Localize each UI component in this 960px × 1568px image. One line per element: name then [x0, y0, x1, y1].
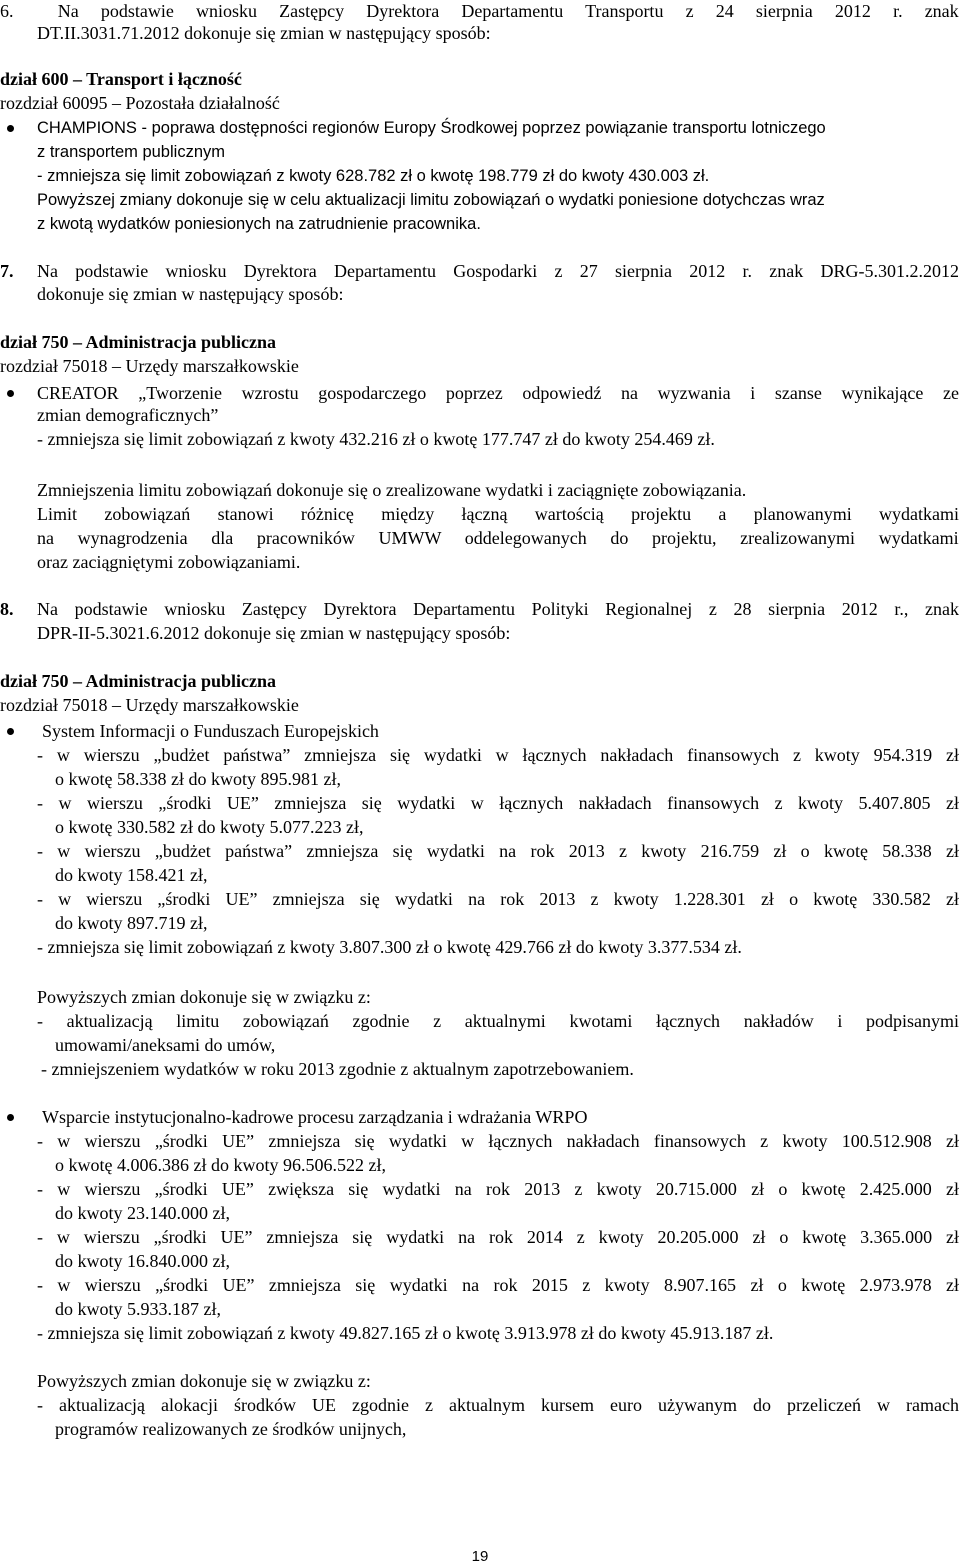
- bullet-icon: [7, 1114, 14, 1121]
- bullet-item-line: Wsparcie instytucjonalno-kadrowe procesu zarządzania i wdrażania WRPO: [42, 1107, 588, 1127]
- text-line: - zmniejsza się limit zobowiązań z kwoty 49.827.165 zł o kwotę 3.913.978 zł do kwoty 45.913.187 zł.: [37, 1323, 774, 1343]
- text-line: do kwoty 897.719 zł,: [55, 913, 208, 933]
- text-line: dział 750 – Administracja publiczna: [0, 332, 277, 352]
- text-line: - w wierszu „środki UE” zmniejsza się wydatki w łącznych nakładach finansowych z kwoty 5.407.805 zł: [37, 793, 959, 813]
- text-line: do kwoty 23.140.000 zł,: [55, 1203, 230, 1223]
- text-line: - w wierszu „środki UE” zmniejsza się wydatki na rok 2014 z kwoty 20.205.000 zł o kwotę 3.365.000 zł: [37, 1227, 959, 1247]
- text-line: 8.: [0, 599, 14, 619]
- text-line: zmian demograficznych”: [37, 405, 219, 425]
- text-line: - aktualizacją limitu zobowiązań zgodnie z aktualnymi kwotami łącznych nakładów i podpisanymi: [37, 1011, 959, 1031]
- text-line: Limit zobowiązań stanowi różnicę między łączną wartością projektu a planowanymi wydatkami: [37, 504, 959, 524]
- text-line: do kwoty 16.840.000 zł,: [55, 1251, 230, 1271]
- text-line: DT.II.3031.71.2012 dokonuje się zmian w następujący sposób:: [37, 23, 491, 43]
- text-line: z kwotą wydatków poniesionych na zatrudnienie pracownika.: [37, 215, 481, 233]
- text-line: Zmniejszenia limitu zobowiązań dokonuje się o zrealizowane wydatki i zaciągnięte zobowiązania.: [37, 480, 747, 500]
- text-line: - zmniejsza się limit zobowiązań z kwoty 3.807.300 zł o kwotę 429.766 zł do kwoty 3.377.534 zł.: [37, 937, 742, 957]
- text-line: - zmniejszeniem wydatków w roku 2013 zgodnie z aktualnym zapotrzebowaniem.: [41, 1059, 634, 1079]
- bullet-icon: [7, 390, 14, 397]
- text-line: rozdział 60095 – Pozostała działalność: [0, 93, 280, 113]
- text-line: Powyższych zmian dokonuje się w związku z:: [37, 987, 371, 1007]
- bullet-icon: [7, 728, 14, 735]
- text-line: DPR-II-5.3021.6.2012 dokonuje się zmian w następujący sposób:: [37, 623, 511, 643]
- text-line: Powyższej zmiany dokonuje się w celu aktualizacji limitu zobowiązań o wydatki poniesione dotychczas wraz: [37, 191, 825, 209]
- text-line: - zmniejsza się limit zobowiązań z kwoty 628.782 zł o kwotę 198.779 zł do kwoty 430.003 zł.: [37, 167, 710, 185]
- bullet-icon: [7, 125, 14, 132]
- page-number: 19: [471, 1548, 489, 1565]
- text-line: - w wierszu „budżet państwa” zmniejsza się wydatki na rok 2013 z kwoty 216.759 zł o kwotę 58.338 zł: [37, 841, 959, 861]
- text-line: - w wierszu „budżet państwa” zmniejsza się wydatki w łącznych nakładach finansowych z kwoty 954.319 zł: [37, 745, 959, 765]
- text-line: - aktualizacją alokacji środków UE zgodnie z aktualnym kursem euro używanym do przeliczeń w ramach: [37, 1395, 959, 1415]
- text-line: dokonuje się zmian w następujący sposób:: [37, 284, 344, 304]
- text-line: Na podstawie wniosku Zastępcy Dyrektora Departamentu Polityki Regionalnej z 28 sierpnia 2012 r., znak: [37, 599, 959, 619]
- text-line: umowami/aneksami do umów,: [55, 1035, 276, 1055]
- text-line: do kwoty 5.933.187 zł,: [55, 1299, 221, 1319]
- text-line: oraz zaciągniętymi zobowiązaniami.: [37, 552, 301, 572]
- text-line: rozdział 75018 – Urzędy marszałkowskie: [0, 356, 299, 376]
- text-line: z transportem publicznym: [37, 143, 225, 161]
- text-line: o kwotę 330.582 zł do kwoty 5.077.223 zł,: [55, 817, 364, 837]
- text-line: o kwotę 4.006.386 zł do kwoty 96.506.522 zł,: [55, 1155, 386, 1175]
- text-line: dział 750 – Administracja publiczna: [0, 671, 277, 691]
- text-line: do kwoty 158.421 zł,: [55, 865, 208, 885]
- text-line: na wynagrodzenia dla pracowników UMWW oddelegowanych do projektu, zrealizowanymi wydatkami: [37, 528, 959, 548]
- text-line: dział 600 – Transport i łączność: [0, 69, 242, 89]
- text-line: - zmniejsza się limit zobowiązań z kwoty 432.216 zł o kwotę 177.747 zł do kwoty 254.469 zł.: [37, 429, 715, 449]
- bullet-item-line: CHAMPIONS - poprawa dostępności regionów Europy Środkowej poprzez powiązanie transportu lotniczego: [37, 119, 826, 137]
- text-line: 6. Na podstawie wniosku Zastępcy Dyrektora Departamentu Transportu z 24 sierpnia 2012 r. znak: [0, 1, 959, 21]
- text-line: - w wierszu „środki UE” zmniejsza się wydatki w łącznych nakładach finansowych z kwoty 100.512.908 zł: [37, 1131, 959, 1151]
- text-line: o kwotę 58.338 zł do kwoty 895.981 zł,: [55, 769, 341, 789]
- text-line: Powyższych zmian dokonuje się w związku z:: [37, 1371, 371, 1391]
- text-line: rozdział 75018 – Urzędy marszałkowskie: [0, 695, 299, 715]
- bullet-item-line: CREATOR „Tworzenie wzrostu gospodarczego poprzez odpowiedź na wyzwania i szanse wynikające ze: [37, 383, 959, 403]
- text-line: - w wierszu „środki UE” zmniejsza się wydatki na rok 2015 z kwoty 8.907.165 zł o kwotę 2.973.978 zł: [37, 1275, 959, 1295]
- text-line: programów realizowanych ze środków unijnych,: [55, 1419, 407, 1439]
- text-line: 7.: [0, 261, 14, 281]
- text-line: - w wierszu „środki UE” zmniejsza się wydatki na rok 2013 z kwoty 1.228.301 zł o kwotę 330.582 zł: [37, 889, 959, 909]
- bullet-item-line: System Informacji o Funduszach Europejskich: [42, 721, 379, 741]
- text-line: Na podstawie wniosku Dyrektora Departamentu Gospodarki z 27 sierpnia 2012 r. znak DRG-5.301.2.2012: [37, 261, 959, 281]
- text-line: - w wierszu „środki UE” zwiększa się wydatki na rok 2013 z kwoty 20.715.000 zł o kwotę 2.425.000 zł: [37, 1179, 959, 1199]
